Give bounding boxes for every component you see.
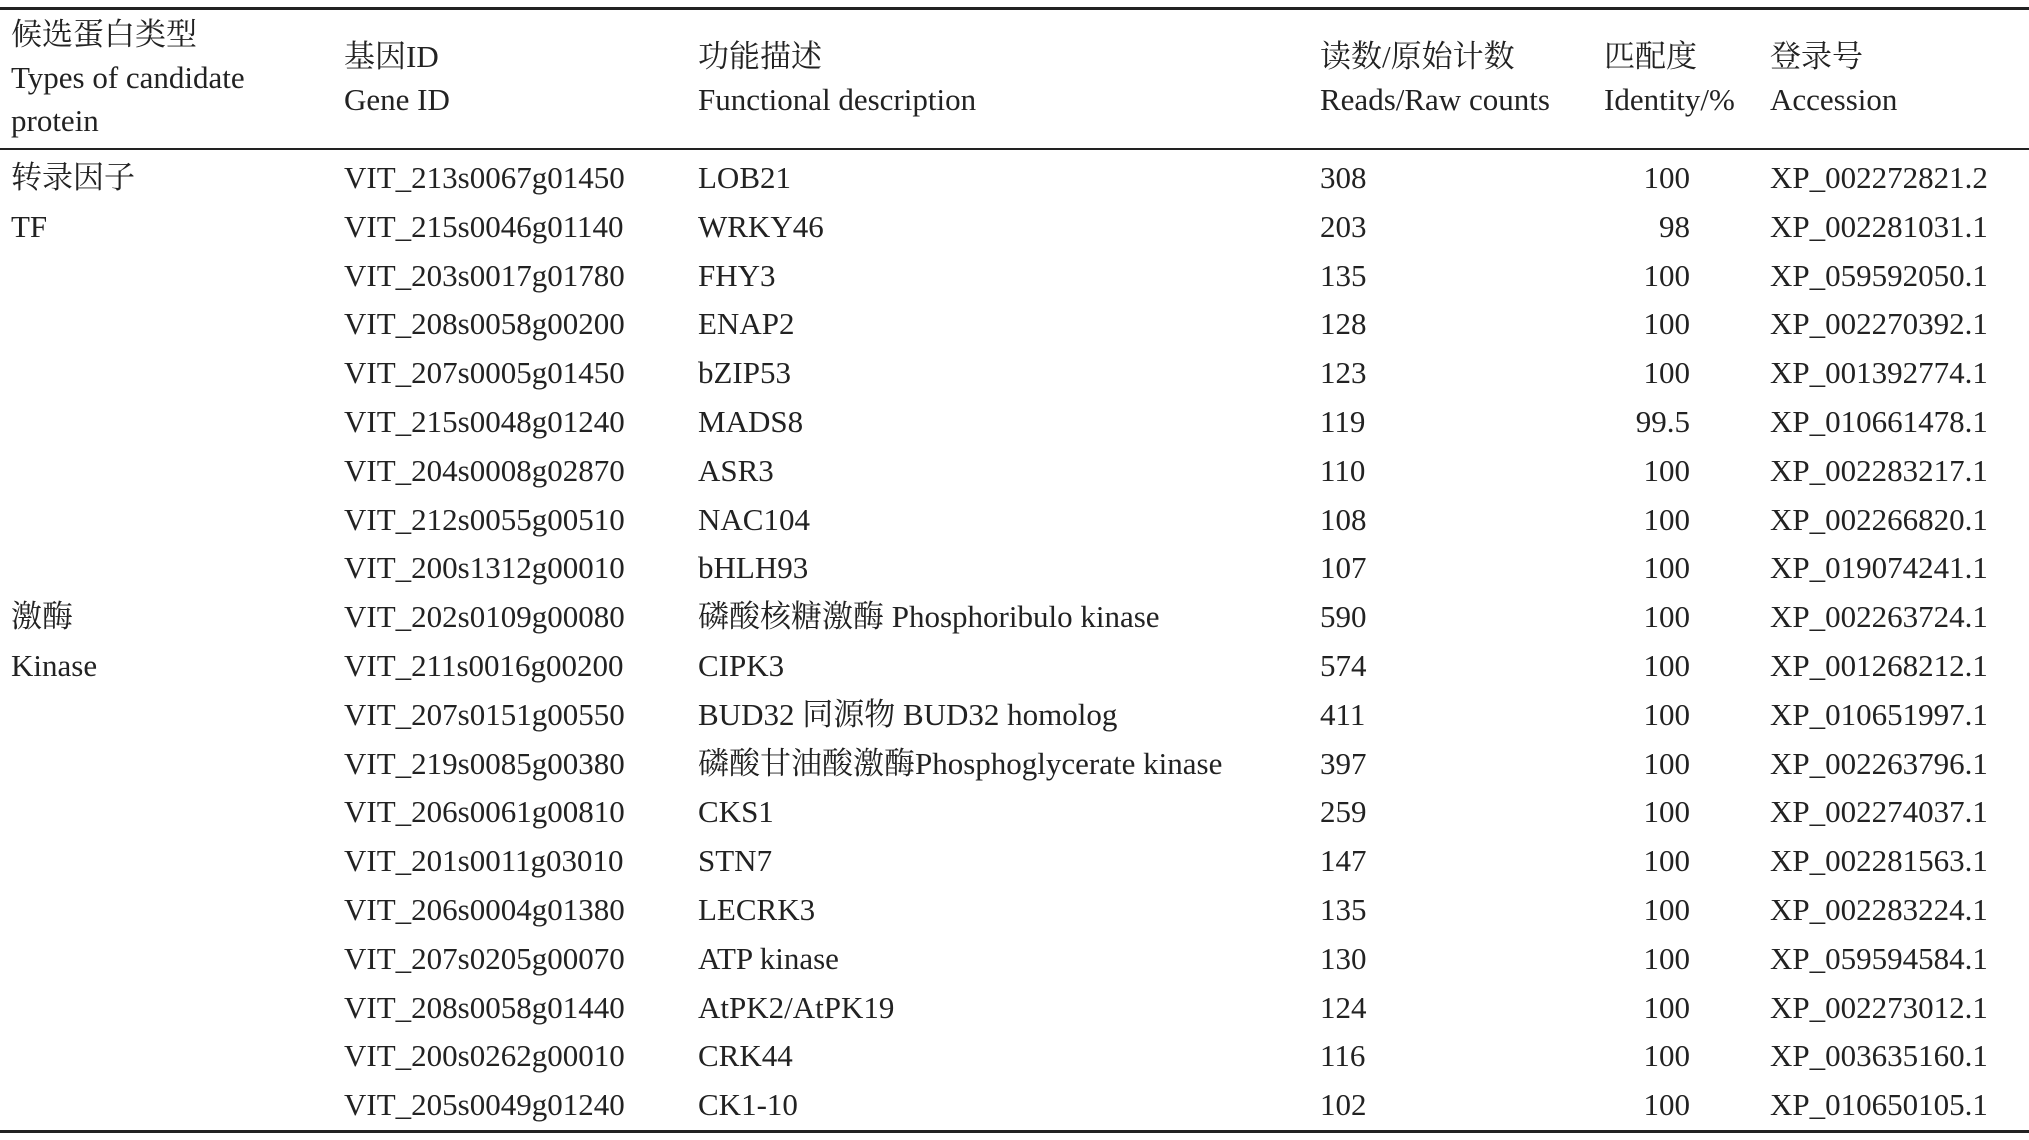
header-func-en: Functional description — [698, 82, 977, 117]
gene-id-cell: VIT_213s0067g01450 — [344, 160, 625, 195]
reads-cell: 259 — [1320, 794, 1367, 829]
identity-cell: 100 — [1643, 941, 1690, 976]
accession-cell: XP_002270392.1 — [1770, 306, 1988, 341]
header-type-en: Types of candidate — [11, 60, 245, 95]
header-gene-en: Gene ID — [344, 82, 450, 117]
identity-cell: 99.5 — [1635, 404, 1690, 439]
accession-cell: XP_002263796.1 — [1770, 746, 1988, 781]
reads-cell: 135 — [1320, 892, 1367, 927]
identity-cell: 100 — [1643, 160, 1690, 195]
reads-cell: 108 — [1320, 502, 1367, 537]
gene-id-cell: VIT_203s0017g01780 — [344, 258, 625, 293]
identity-cell: 100 — [1643, 599, 1690, 634]
accession-cell: XP_010661478.1 — [1770, 404, 1988, 439]
header-identity-zh: 匹配度 — [1604, 39, 1697, 74]
gene-id-cell: VIT_212s0055g00510 — [344, 502, 625, 537]
header-type-en-2: protein — [11, 103, 99, 138]
gene-id-cell: VIT_215s0048g01240 — [344, 404, 625, 439]
identity-cell: 100 — [1643, 1038, 1690, 1073]
gene-id-cell: VIT_200s0262g00010 — [344, 1038, 625, 1073]
identity-cell: 100 — [1643, 648, 1690, 683]
accession-cell: XP_010650105.1 — [1770, 1087, 1988, 1122]
gene-id-cell: VIT_201s0011g03010 — [344, 843, 624, 878]
function-cell: ATP kinase — [698, 941, 839, 976]
header-rule — [0, 148, 2029, 150]
accession-cell: XP_019074241.1 — [1770, 550, 1988, 585]
identity-cell: 100 — [1643, 892, 1690, 927]
accession-cell: XP_059592050.1 — [1770, 258, 1988, 293]
accession-cell: XP_002283224.1 — [1770, 892, 1988, 927]
function-cell: NAC104 — [698, 502, 810, 537]
identity-cell: 100 — [1643, 550, 1690, 585]
function-cell: CK1-10 — [698, 1087, 798, 1122]
accession-cell: XP_003635160.1 — [1770, 1038, 1988, 1073]
function-cell: bZIP53 — [698, 355, 791, 390]
gene-id-cell: VIT_207s0151g00550 — [344, 697, 625, 732]
header-reads-zh: 读数/原始计数 — [1320, 39, 1515, 74]
function-cell: ASR3 — [698, 453, 774, 488]
reads-cell: 128 — [1320, 306, 1367, 341]
function-cell: AtPK2/AtPK19 — [698, 990, 895, 1025]
header-reads-en: Reads/Raw counts — [1320, 82, 1550, 117]
gene-id-cell: VIT_200s1312g00010 — [344, 550, 625, 585]
function-cell: STN7 — [698, 843, 773, 878]
function-cell: CKS1 — [698, 794, 774, 829]
reads-cell: 411 — [1320, 697, 1366, 732]
accession-cell: XP_002266820.1 — [1770, 502, 1988, 537]
identity-cell: 100 — [1643, 697, 1690, 732]
reads-cell: 574 — [1320, 648, 1367, 683]
accession-cell: XP_002281563.1 — [1770, 843, 1988, 878]
reads-cell: 397 — [1320, 746, 1367, 781]
gene-id-cell: VIT_208s0058g01440 — [344, 990, 625, 1025]
identity-cell: 100 — [1643, 355, 1690, 390]
function-cell: WRKY46 — [698, 209, 824, 244]
top-rule — [0, 7, 2029, 10]
bottom-rule — [0, 1130, 2029, 1133]
gene-id-cell: VIT_206s0004g01380 — [344, 892, 625, 927]
identity-cell: 100 — [1643, 502, 1690, 537]
gene-id-cell: VIT_204s0008g02870 — [344, 453, 625, 488]
accession-cell: XP_001392774.1 — [1770, 355, 1988, 390]
header-identity-en: Identity/% — [1604, 82, 1735, 117]
identity-cell: 100 — [1643, 843, 1690, 878]
accession-cell: XP_002274037.1 — [1770, 794, 1988, 829]
reads-cell: 135 — [1320, 258, 1367, 293]
function-cell: 磷酸甘油酸激酶Phosphoglycerate kinase — [698, 746, 1223, 781]
gene-id-cell: VIT_207s0205g00070 — [344, 941, 625, 976]
header-accession-zh: 登录号 — [1770, 39, 1863, 74]
gene-id-cell: VIT_215s0046g01140 — [344, 209, 624, 244]
function-cell: CRK44 — [698, 1038, 793, 1073]
reads-cell: 110 — [1320, 453, 1366, 488]
reads-cell: 107 — [1320, 550, 1367, 585]
identity-cell: 100 — [1643, 794, 1690, 829]
reads-cell: 123 — [1320, 355, 1367, 390]
identity-cell: 100 — [1643, 1087, 1690, 1122]
function-cell: CIPK3 — [698, 648, 785, 683]
reads-cell: 102 — [1320, 1087, 1367, 1122]
accession-cell: XP_001268212.1 — [1770, 648, 1988, 683]
function-cell: 磷酸核糖激酶 Phosphoribulo kinase — [698, 599, 1160, 634]
accession-cell: XP_002263724.1 — [1770, 599, 1988, 634]
group-label: TF — [11, 209, 48, 244]
reads-cell: 147 — [1320, 843, 1367, 878]
group-label: Kinase — [11, 648, 98, 683]
function-cell: LECRK3 — [698, 892, 816, 927]
group-label: 转录因子 — [11, 160, 135, 195]
function-cell: FHY3 — [698, 258, 776, 293]
gene-id-cell: VIT_205s0049g01240 — [344, 1087, 625, 1122]
identity-cell: 100 — [1643, 746, 1690, 781]
accession-cell: XP_002272821.2 — [1770, 160, 1988, 195]
gene-id-cell: VIT_211s0016g00200 — [344, 648, 624, 683]
identity-cell: 100 — [1643, 306, 1690, 341]
reads-cell: 116 — [1320, 1038, 1366, 1073]
function-cell: bHLH93 — [698, 550, 809, 585]
reads-cell: 203 — [1320, 209, 1367, 244]
gene-id-cell: VIT_202s0109g00080 — [344, 599, 625, 634]
identity-cell: 100 — [1643, 990, 1690, 1025]
header-gene-zh: 基因ID — [344, 39, 439, 74]
accession-cell: XP_010651997.1 — [1770, 697, 1988, 732]
accession-cell: XP_059594584.1 — [1770, 941, 1988, 976]
group-label: 激酶 — [11, 599, 73, 634]
reads-cell: 124 — [1320, 990, 1367, 1025]
header-type-zh: 候选蛋白类型 — [11, 17, 197, 52]
reads-cell: 119 — [1320, 404, 1366, 439]
gene-id-cell: VIT_208s0058g00200 — [344, 306, 625, 341]
accession-cell: XP_002281031.1 — [1770, 209, 1988, 244]
header-func-zh: 功能描述 — [698, 39, 822, 74]
accession-cell: XP_002283217.1 — [1770, 453, 1988, 488]
reads-cell: 590 — [1320, 599, 1367, 634]
reads-cell: 308 — [1320, 160, 1367, 195]
identity-cell: 100 — [1643, 453, 1690, 488]
gene-id-cell: VIT_206s0061g00810 — [344, 794, 625, 829]
accession-cell: XP_002273012.1 — [1770, 990, 1988, 1025]
function-cell: BUD32 同源物 BUD32 homolog — [698, 697, 1118, 732]
function-cell: ENAP2 — [698, 306, 795, 341]
header-accession-en: Accession — [1770, 82, 1898, 117]
identity-cell: 100 — [1643, 258, 1690, 293]
reads-cell: 130 — [1320, 941, 1367, 976]
identity-cell: 98 — [1659, 209, 1690, 244]
gene-id-cell: VIT_207s0005g01450 — [344, 355, 625, 390]
gene-id-cell: VIT_219s0085g00380 — [344, 746, 625, 781]
function-cell: MADS8 — [698, 404, 804, 439]
function-cell: LOB21 — [698, 160, 791, 195]
